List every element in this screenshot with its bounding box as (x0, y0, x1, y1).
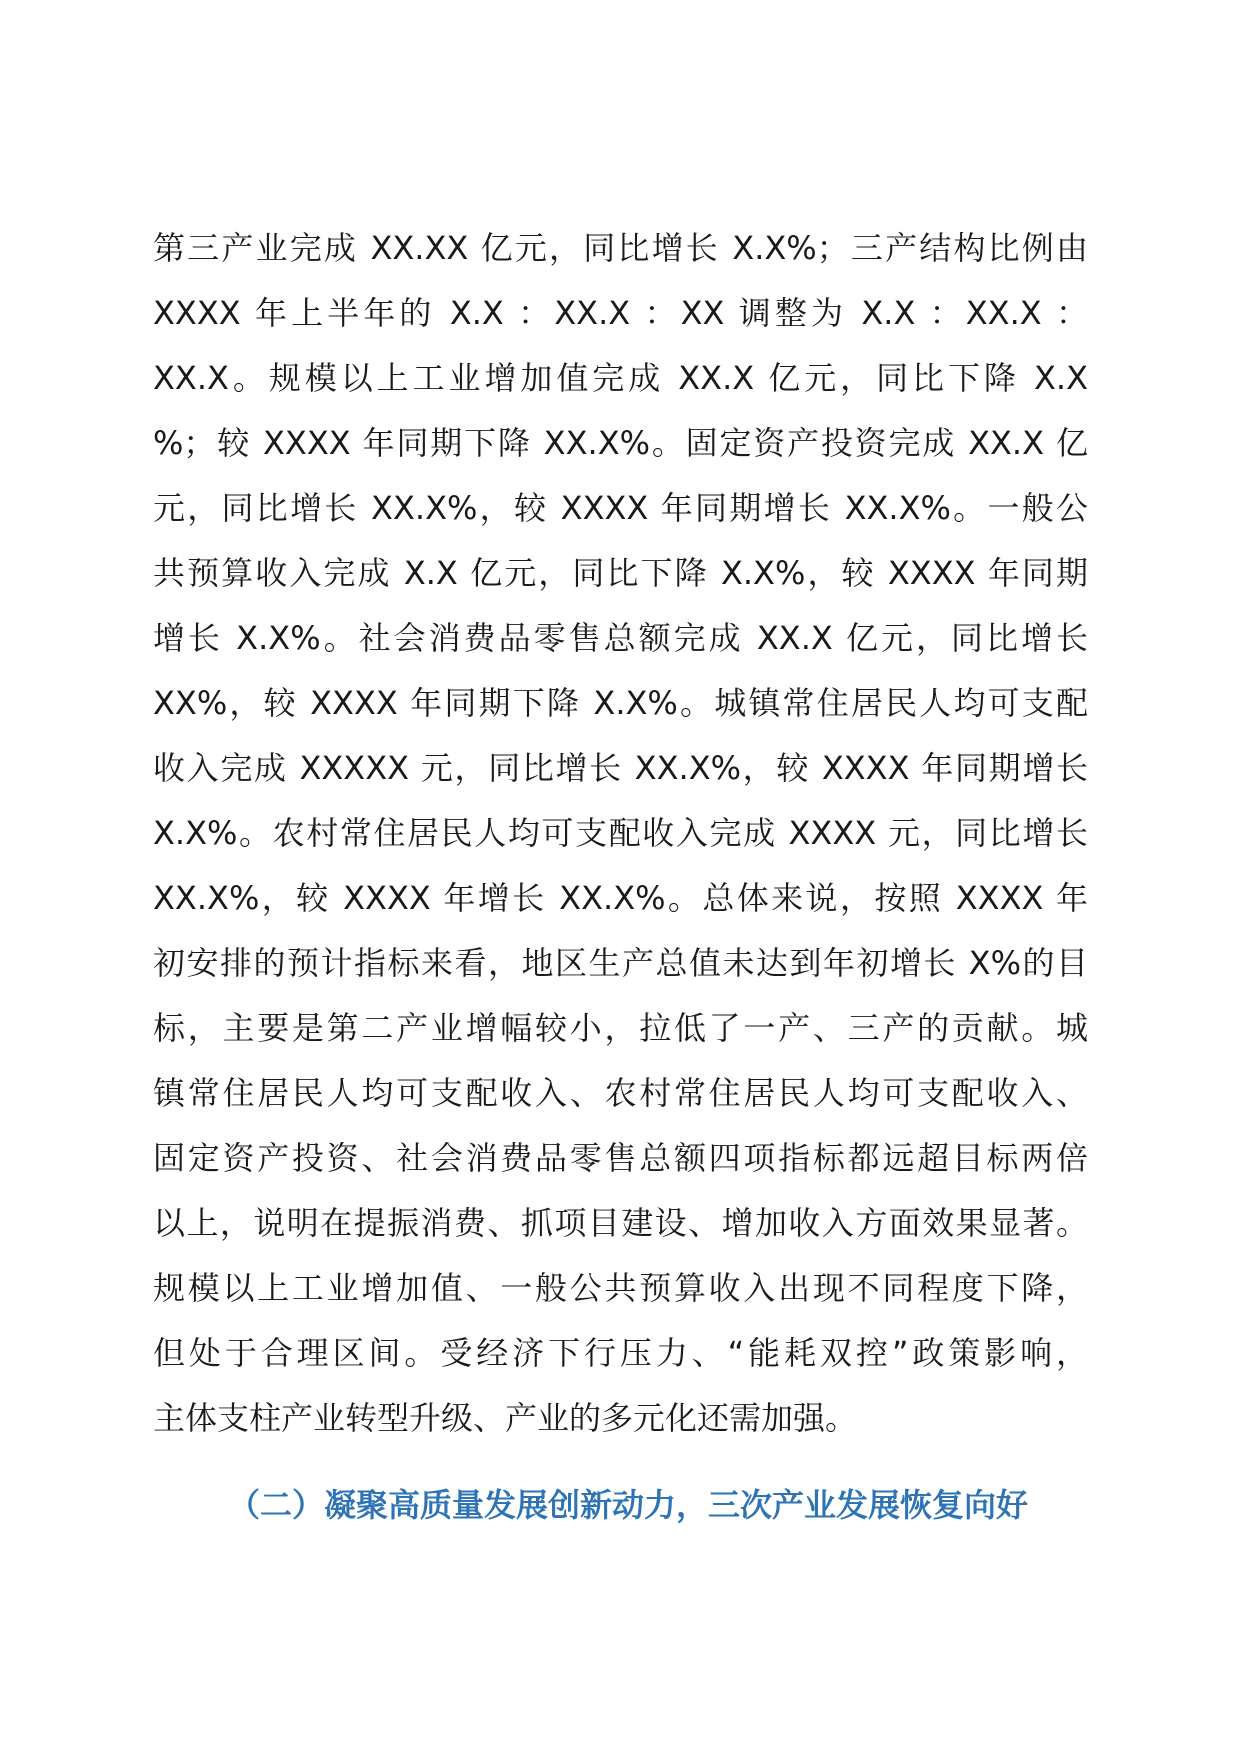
body-paragraph (153, 216, 1088, 1451)
paragraph-line: 共预算收入完成 X.X 亿元，同比下降 X.X%，较 XXXX 年同期 (153, 554, 1088, 592)
paragraph-line: 初安排的预计指标来看，地区生产总值未达到年初增长 X%的目 (153, 944, 1088, 982)
paragraph-line: 标，主要是第二产业增幅较小，拉低了一产、三产的贡献。城 (153, 1009, 1088, 1047)
paragraph-line: 第三产业完成 XX.XX 亿元，同比增长 X.X%；三产结构比例由 (153, 229, 1088, 267)
paragraph-line: 规模以上工业增加值、一般公共预算收入出现不同程度下降， (153, 1269, 1088, 1307)
paragraph-line: XX.X。规模以上工业增加值完成 XX.X 亿元，同比下降 X.X (153, 359, 1088, 397)
section-heading: （二）凝聚高质量发展创新动力，三次产业发展恢复向好 (228, 1486, 1029, 1524)
paragraph-line: XXXX 年上半年的 X.X ：XX.X ：XX 调整为 X.X ：XX.X ： (153, 294, 1088, 332)
paragraph-line: 主体支柱产业转型升级、产业的多元化还需加强。 (153, 1399, 858, 1437)
paragraph-line: X.X%。农村常住居民人均可支配收入完成 XXXX 元，同比增长 (153, 814, 1088, 852)
paragraph-line: 以上，说明在提振消费、抓项目建设、增加收入方面效果显著。 (153, 1204, 1088, 1242)
paragraph-line: 增长 X.X%。社会消费品零售总额完成 XX.X 亿元，同比增长 (153, 619, 1088, 657)
paragraph-line: 收入完成 XXXXX 元，同比增长 XX.X%，较 XXXX 年同期增长 (153, 749, 1088, 787)
paragraph-line: 元，同比增长 XX.X%，较 XXXX 年同期增长 XX.X%。一般公 (153, 489, 1088, 527)
paragraph-line: XX%，较 XXXX 年同期下降 X.X%。城镇常住居民人均可支配 (153, 684, 1088, 722)
paragraph-line: %；较 XXXX 年同期下降 XX.X%。固定资产投资完成 XX.X 亿 (153, 424, 1088, 462)
paragraph-line: 但处于合理区间。受经济下行压力、“能耗双控”政策影响， (153, 1334, 1088, 1372)
paragraph-line: XX.X%，较 XXXX 年增长 XX.X%。总体来说，按照 XXXX 年 (153, 879, 1088, 917)
paragraph-line: 固定资产投资、社会消费品零售总额四项指标都远超目标两倍 (153, 1139, 1088, 1177)
paragraph-line: 镇常住居民人均可支配收入、农村常住居民人均可支配收入、 (153, 1074, 1088, 1112)
